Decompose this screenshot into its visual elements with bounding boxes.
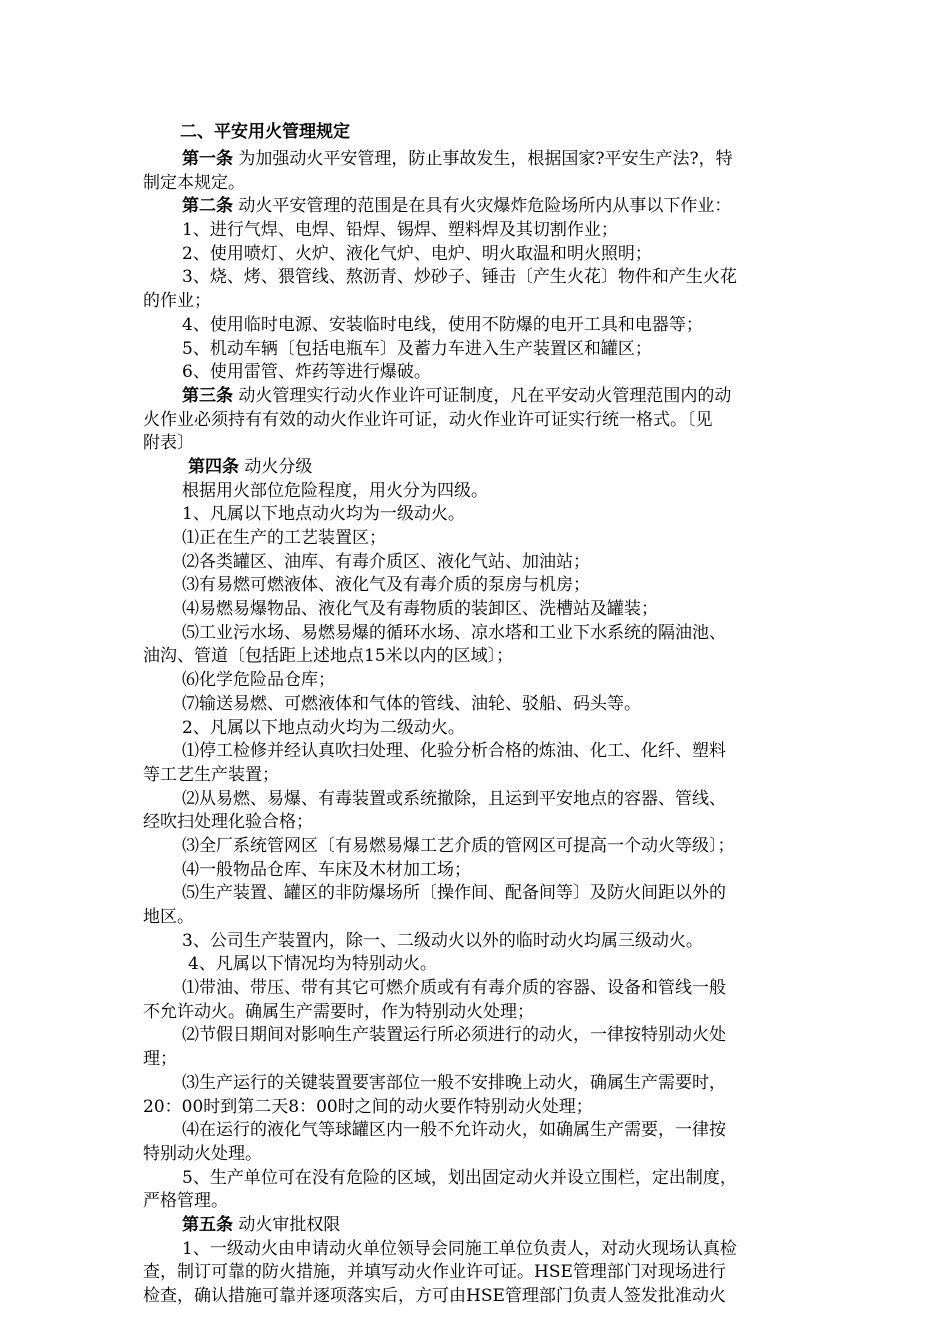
line-text: ⑺输送易燃、可燃液体和气体的管线、油轮、驳船、码头等。 — [182, 693, 641, 714]
text-line — [143, 977, 815, 1001]
text-line — [143, 243, 815, 267]
line-text: 1、凡属以下地点动火均为一级动火。 — [182, 504, 465, 525]
text-line — [143, 764, 815, 788]
line-text: 特别动火处理。 — [143, 1143, 262, 1164]
text-line — [143, 930, 815, 954]
text-line — [143, 456, 815, 480]
line-text: ⑶生产运行的关键装置要害部位一般不安排晚上动火，确属生产需要时， — [182, 1072, 726, 1093]
text-line — [143, 409, 815, 433]
text-line — [143, 1190, 815, 1214]
text-line — [143, 953, 815, 977]
line-text: 经吹扫处理化验合格； — [143, 812, 313, 833]
text-line — [143, 1214, 815, 1238]
text-line — [143, 338, 815, 362]
line-text: ⑶全厂系统管网区〔有易燃易爆工艺介质的管网区可提高一个动火等级〕； — [182, 835, 735, 856]
text-line — [143, 385, 815, 409]
line-text: 动火分级 — [239, 456, 313, 477]
line-text: 1、一级动火由申请动火单位领导会同施工单位负责人，对动火现场认真检 — [182, 1238, 737, 1259]
text-line — [143, 480, 815, 504]
text-line — [143, 622, 815, 646]
text-line — [143, 1143, 815, 1167]
line-text: ⑵从易燃、易爆、有毒装置或系统撤除，且运到平安地点的容器、管线、 — [182, 788, 726, 809]
text-line — [143, 906, 815, 930]
text-line — [143, 1096, 815, 1120]
document-body — [143, 148, 815, 1309]
line-text: ⑴停工检修并经认真吹扫处理、化验分析合格的炼油、化工、化纤、塑料 — [182, 741, 726, 762]
line-text: 1、进行气焊、电焊、铅焊、锡焊、塑料焊及其切割作业； — [182, 220, 618, 241]
line-text: ⑹化学危险品仓库； — [182, 670, 335, 691]
text-line — [143, 1072, 815, 1096]
text-line — [143, 1024, 815, 1048]
line-text: 检查，确认措施可靠并逐项落实后，方可由HSE管理部门负责人签发批准动火 — [143, 1286, 726, 1306]
line-text: 2、凡属以下地点动火均为二级动火。 — [182, 717, 465, 738]
text-line — [143, 574, 815, 598]
text-line — [143, 811, 815, 835]
text-line — [143, 361, 815, 385]
article-label: 第二条 — [182, 196, 233, 217]
line-text: ⑵各类罐区、油库、有毒介质区、液化气站、加油站； — [182, 551, 590, 572]
article-label: 第三条 — [182, 385, 233, 406]
text-line — [143, 1048, 815, 1072]
line-text: 5、机动车辆〔包括电瓶车〕及蓄力车进入生产装置区和罐区； — [182, 338, 652, 359]
text-line — [143, 1167, 815, 1191]
text-line — [143, 219, 815, 243]
line-text: 动火平安管理的范围是在具有火灾爆炸危险场所内从事以下作业： — [233, 196, 732, 217]
line-text: 火作业必须持有有效的动火作业许可证，动火作业许可证实行统一格式。〔见 — [143, 409, 713, 430]
article-label: 第四条 — [188, 456, 239, 477]
line-text: 3、烧、烤、猥管线、熬沥青、炒砂子、锤击〔产生火花〕物件和产生火花 — [182, 267, 737, 288]
line-text: ⑵节假日期间对影响生产装置运行所必须进行的动火，一律按特别动火处 — [182, 1025, 726, 1046]
line-text: 6、使用雷管、炸药等进行爆破。 — [182, 362, 431, 383]
text-line — [143, 1238, 815, 1262]
line-text: ⑷一般物品仓库、车床及木材加工场； — [182, 859, 471, 880]
text-line — [143, 882, 815, 906]
text-line — [143, 740, 815, 764]
text-line — [143, 1001, 815, 1025]
text-line — [143, 503, 815, 527]
text-line — [143, 266, 815, 290]
text-line — [143, 195, 815, 219]
line-text: 20：00时到第二天8：00时之间的动火要作特别动火处理； — [143, 1096, 593, 1117]
line-text: 3、公司生产装置内，除一、二级动火以外的临时动火均属三级动火。 — [182, 930, 703, 951]
text-line — [143, 290, 815, 314]
text-line — [143, 432, 815, 456]
line-text: ⑴带油、带压、带有其它可燃介质或有有毒介质的容器、设备和管线一般 — [182, 978, 726, 999]
line-text: ⑸工业污水场、易燃易爆的循环水场、凉水塔和工业下水系统的隔油池、 — [182, 622, 726, 643]
text-line — [143, 314, 815, 338]
line-text: 不允许动火。确属生产需要时，作为特别动火处理； — [143, 1001, 534, 1022]
line-text: ⑶有易燃可燃液体、液化气及有毒介质的泵房与机房； — [182, 575, 590, 596]
line-text: 地区。 — [143, 907, 194, 927]
line-text: 严格管理。 — [143, 1191, 228, 1212]
line-text: 的作业； — [143, 291, 211, 312]
article-label: 第五条 — [182, 1214, 233, 1235]
line-text: 动火管理实行动火作业许可证制度，凡在平安动火管理范围内的动 — [233, 385, 732, 406]
line-text: 附表〕 — [143, 433, 194, 454]
line-text: ⑴正在生产的工艺装置区； — [182, 528, 386, 548]
text-line — [143, 693, 815, 717]
line-text: 查，制订可靠的防火措施，并填写动火作业许可证。HSE管理部门对现场进行 — [143, 1262, 726, 1283]
text-line — [143, 669, 815, 693]
text-line — [143, 551, 815, 575]
line-text: 为加强动火平安管理，防止事故发生，根据国家?平安生产法?，特 — [233, 149, 733, 169]
text-line — [143, 1261, 815, 1285]
text-line — [143, 598, 815, 622]
line-text: 4、凡属以下情况均为特别动火。 — [188, 954, 437, 975]
line-text: 4、使用临时电源、安装临时电线，使用不防爆的电开工具和电器等； — [182, 314, 703, 335]
section-heading: 二、平安用火管理规定 — [180, 122, 350, 142]
text-line — [143, 645, 815, 669]
text-line — [143, 1119, 815, 1143]
line-text: 制定本规定。 — [143, 172, 245, 193]
line-text: 油沟、管道〔包括距上述地点15米以内的区域〕； — [143, 646, 514, 667]
text-line — [143, 717, 815, 741]
text-line — [143, 835, 815, 859]
text-line — [143, 148, 815, 172]
line-text: ⑷在运行的液化气等球罐区内一般不允许动火，如确属生产需要，一律按 — [182, 1120, 726, 1141]
text-line — [143, 859, 815, 883]
line-text: 2、使用喷灯、火炉、液化气炉、电炉、明火取温和明火照明； — [182, 243, 652, 264]
line-text: 等工艺生产装置； — [143, 764, 279, 785]
line-text: 动火审批权限 — [233, 1214, 341, 1235]
text-line — [143, 172, 815, 196]
text-line — [143, 788, 815, 812]
line-text: 5、生产单位可在没有危险的区域，划出固定动火并设立围栏，定出制度， — [182, 1167, 737, 1188]
text-line — [143, 1285, 815, 1309]
article-label: 第一条 — [182, 149, 233, 169]
line-text: ⑷易燃易爆物品、液化气及有毒物质的装卸区、洗槽站及罐装； — [182, 599, 658, 620]
text-line — [143, 527, 815, 551]
line-text: 理； — [143, 1049, 177, 1070]
line-text: 根据用火部位危险程度，用火分为四级。 — [182, 480, 488, 501]
line-text: ⑸生产装置、罐区的非防爆场所〔操作间、配备间等〕及防火间距以外的 — [182, 883, 726, 904]
